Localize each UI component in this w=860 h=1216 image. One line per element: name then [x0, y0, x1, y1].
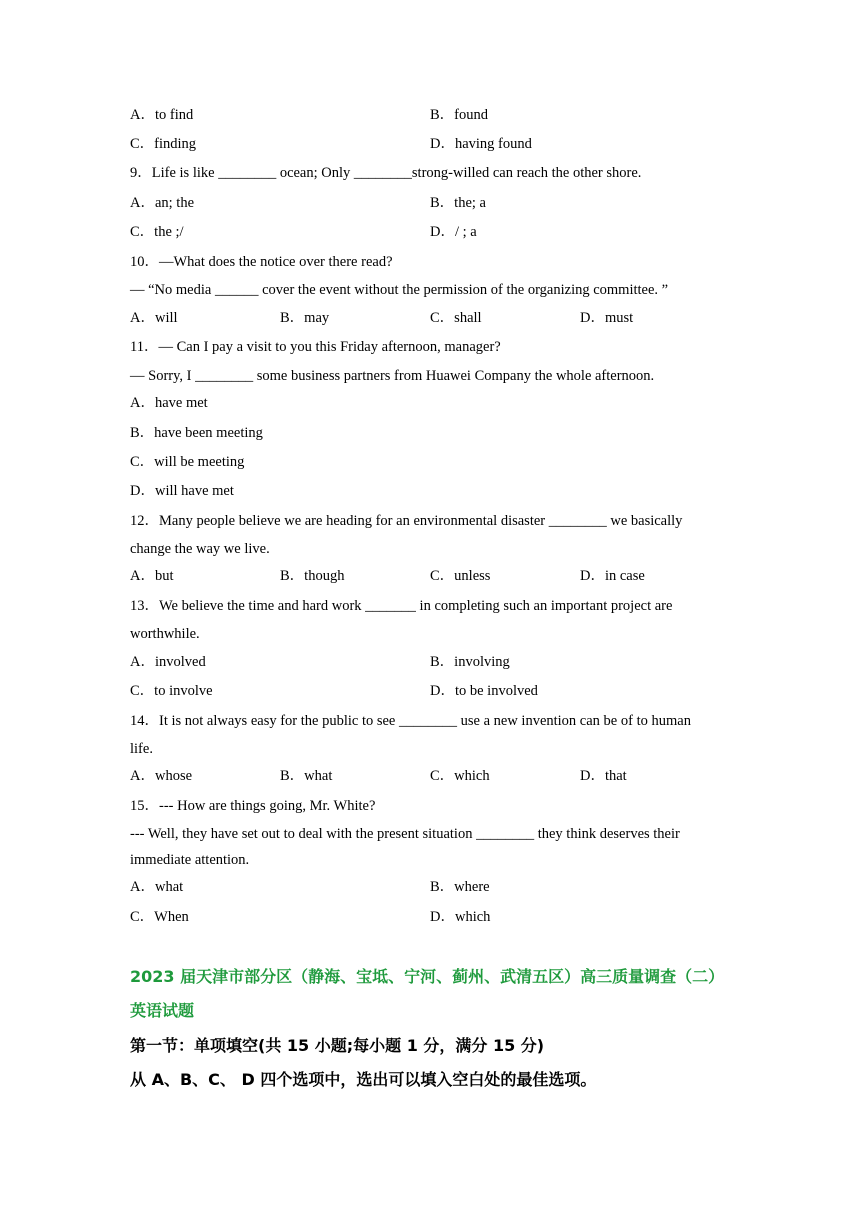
q12-option-b: B．though: [280, 568, 345, 584]
q10-option-d: D．must: [580, 310, 634, 326]
q14-stem-line2: life.: [130, 741, 153, 757]
q13-option-d: D．to be involved: [430, 683, 538, 699]
q12-option-c: C．unless: [430, 568, 491, 584]
q15-option-a: A．what: [130, 879, 184, 895]
q15-option-b: B．where: [430, 879, 490, 895]
q15-stem-line3: immediate attention.: [130, 852, 250, 868]
q11-option-d: D．will have met: [130, 483, 234, 499]
q13-stem-line2: worthwhile.: [130, 626, 200, 642]
exam-title: 2023 届天津市部分区（静海、宝坻、宁河、蓟州、武清五区）高三质量调查（二）: [130, 967, 725, 986]
q15-stem: 15．--- How are things going, Mr. White?: [130, 798, 376, 814]
q11-option-c: C．will be meeting: [130, 454, 245, 470]
q11-stem-line2: — Sorry, I ________ some business partners from Huawei Company the whole afternoon.: [130, 368, 655, 384]
q9-option-b: B．the; a: [430, 195, 486, 211]
q12-stem-line2: change the way we live.: [130, 541, 270, 557]
q14-option-b: B．what: [280, 768, 333, 784]
q13-option-c: C．to involve: [130, 683, 213, 699]
q9-stem: 9．Life is like ________ ocean; Only ________strong-willed can reach the other shore.: [130, 165, 642, 181]
q10-option-c: C．shall: [430, 310, 482, 326]
q11-option-b: B．have been meeting: [130, 425, 263, 441]
q15-option-d: D．which: [430, 909, 491, 925]
exam-subject: 英语试题: [130, 1001, 195, 1020]
q15-option-c: C．When: [130, 909, 189, 925]
q10-option-a: A．will: [130, 310, 178, 326]
q8-option-b: B．found: [430, 107, 488, 123]
q13-stem: 13．We believe the time and hard work _______ in completing such an important project are: [130, 598, 673, 614]
q11-stem: 11．— Can I pay a visit to you this Friday afternoon, manager?: [130, 339, 501, 355]
q10-stem: 10．—What does the notice over there read?: [130, 254, 393, 270]
q10-option-b: B．may: [280, 310, 330, 326]
q15-stem-line2: --- Well, they have set out to deal with the present situation ________ they think deserves their: [130, 826, 680, 842]
q13-option-b: B．involving: [430, 654, 510, 670]
section-instruction: 从 A、B、C、 D 四个选项中，选出可以填入空白处的最佳选项。: [130, 1070, 597, 1089]
q14-option-a: A．whose: [130, 768, 193, 784]
q8-option-a: A．to find: [130, 107, 194, 123]
q12-stem: 12．Many people believe we are heading for an environmental disaster ________ we basically: [130, 513, 683, 529]
q9-option-d: D．/ ; a: [430, 224, 477, 240]
q8-option-d: D．having found: [430, 136, 532, 152]
q10-stem-line2: — “No media ______ cover the event without the permission of the organizing committee. ”: [130, 282, 669, 298]
q9-option-a: A．an; the: [130, 195, 195, 211]
q14-option-d: D．that: [580, 768, 627, 784]
q9-option-c: C．the ;/: [130, 224, 184, 240]
q12-option-a: A．but: [130, 568, 174, 584]
q14-option-c: C．which: [430, 768, 490, 784]
q13-option-a: A．involved: [130, 654, 206, 670]
q14-stem: 14．It is not always easy for the public to see ________ use a new invention can be of to human: [130, 713, 691, 729]
section-part-title: 第一节：单项填空(共 15 小题;每小题 1 分，满分 15 分): [130, 1036, 545, 1055]
q8-option-c: C．finding: [130, 136, 197, 152]
q11-option-a: A．have met: [130, 395, 208, 411]
q12-option-d: D．in case: [580, 568, 645, 584]
